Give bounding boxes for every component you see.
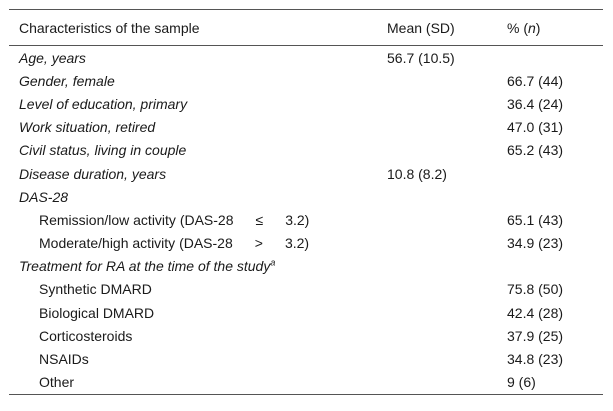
less-equal-symbol: ≤ [255, 211, 264, 228]
header-percent-n-italic: n [528, 19, 536, 36]
table-row [9, 324, 603, 347]
row-pct: 75.8 (50) [507, 281, 564, 298]
row-pct: 37.9 (25) [507, 327, 564, 344]
table-row [9, 255, 603, 278]
row-mean: 56.7 (10.5) [387, 49, 455, 66]
row-mean [377, 255, 497, 278]
row-mean [377, 69, 497, 92]
row-pct [497, 185, 603, 208]
row-label-text: Remission/low activity (DAS-28 [39, 211, 234, 228]
row-mean [377, 371, 497, 395]
row-mean [377, 208, 497, 231]
table-row [9, 116, 603, 139]
row-pct: 9 (6) [497, 371, 603, 395]
row-label: Biological DMARD [39, 304, 155, 321]
table-row [9, 278, 603, 301]
row-label [9, 208, 377, 231]
row-pct: 47.0 (31) [507, 119, 564, 136]
row-pct: 34.8 (23) [507, 351, 564, 368]
table-row [9, 69, 603, 92]
row-label: NSAIDs [39, 351, 89, 368]
row-label [9, 232, 377, 255]
row-pct [497, 46, 603, 70]
table-row [9, 232, 603, 255]
row-pct: 66.7 (44) [507, 72, 564, 89]
row-label-text: Moderate/high activity (DAS-28 [39, 235, 233, 252]
row-label: Age, years [19, 49, 86, 66]
table-row [9, 92, 603, 115]
row-mean [377, 278, 497, 301]
header-percent-n [497, 10, 603, 46]
table-row [9, 46, 603, 70]
header-characteristics: Characteristics of the sample [9, 10, 377, 46]
row-label: Corticosteroids [39, 327, 133, 344]
header-mean-sd: Mean (SD) [377, 10, 497, 46]
row-mean [377, 347, 497, 370]
table-row [9, 371, 603, 395]
row-label: Civil status, living in couple [19, 142, 187, 159]
row-pct: 65.1 (43) [507, 211, 564, 228]
row-label-text: Treatment for RA at the time of the study [19, 258, 271, 275]
row-label: Work situation, retired [19, 119, 156, 136]
row-mean [377, 139, 497, 162]
row-label: Level of education, primary [19, 95, 188, 112]
characteristics-table-container [9, 9, 603, 395]
row-mean [377, 301, 497, 324]
header-percent-suffix: ) [535, 19, 541, 36]
greater-than-symbol: > [254, 235, 263, 252]
row-pct [497, 255, 603, 278]
table-row [9, 347, 603, 370]
table-row [9, 208, 603, 231]
row-label: DAS-28 [19, 188, 69, 205]
table-row [9, 301, 603, 324]
row-label-threshold: 3.2) [285, 211, 310, 228]
row-mean [377, 324, 497, 347]
row-label [9, 255, 377, 278]
row-pct: 34.9 (23) [507, 235, 564, 252]
table-row [9, 139, 603, 162]
row-mean [377, 232, 497, 255]
row-pct: 65.2 (43) [507, 142, 564, 159]
row-mean [377, 116, 497, 139]
table-header-row [9, 10, 603, 46]
row-mean: 10.8 (8.2) [387, 165, 447, 182]
row-mean [377, 92, 497, 115]
header-percent-prefix: % ( [507, 19, 528, 36]
footnote-marker: a [270, 257, 276, 268]
row-mean [377, 185, 497, 208]
row-pct: 36.4 (24) [507, 95, 564, 112]
row-pct: 42.4 (28) [507, 304, 564, 321]
table-row [9, 185, 603, 208]
row-label: Other [9, 371, 377, 395]
row-label: Gender, female [19, 72, 115, 89]
row-pct [497, 162, 603, 185]
row-label: Disease duration, years [19, 165, 167, 182]
table-row [9, 162, 603, 185]
row-label: Synthetic DMARD [39, 281, 152, 298]
row-label-threshold: 3.2) [284, 235, 310, 252]
characteristics-table [9, 9, 603, 395]
